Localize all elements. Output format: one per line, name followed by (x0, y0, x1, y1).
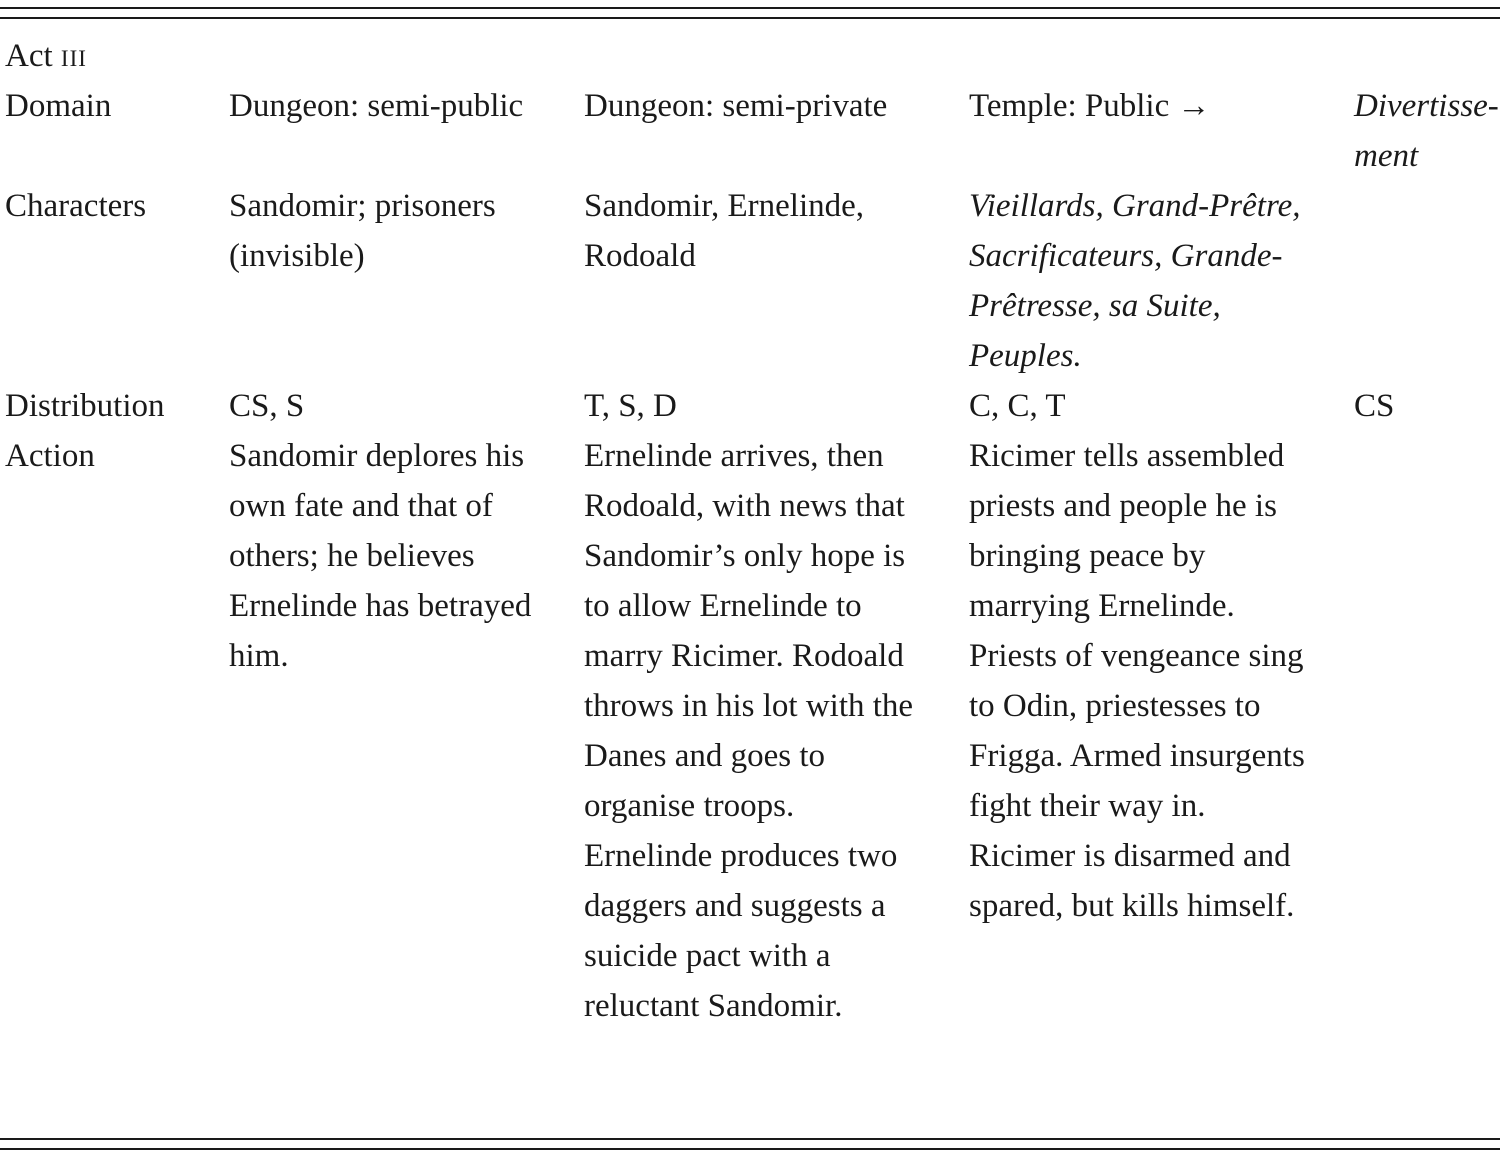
domain-cell-4: Divertisse-ment (1354, 88, 1499, 174)
characters-cell-3: Vieillards, Grand-Prêtre, Sacrificateurs, Grande-Prêtresse, sa Suite, Peuples. (969, 188, 1301, 374)
table-row-distribution (5, 381, 1500, 431)
domain-cell-2: Dungeon: semi-private (584, 88, 888, 124)
distribution-cell-4: CS (1354, 388, 1395, 424)
characters-cell-1: Sandomir; prisoners (invisible) (229, 188, 496, 274)
characters-cell-4 (1354, 181, 1500, 381)
act-heading-row (5, 31, 1500, 81)
table-row-domain (5, 81, 1500, 181)
distribution-cell-1: CS, S (229, 388, 305, 424)
row-label-distribution: Distribution (5, 388, 165, 424)
bottom-rule-inner (0, 1138, 1500, 1140)
action-cell-4 (1354, 431, 1500, 1031)
action-cell-1: Sandomir deplores his own fate and that of others; he believes Ernelinde has betrayed him. (229, 438, 532, 674)
top-rule-outer (0, 7, 1500, 9)
table-row-action (5, 431, 1500, 1031)
action-cell-3: Ricimer tells assembled priests and people he is bringing peace by marrying Ernelinde. Priests of vengeance sing to Odin, priestesses to Frigga. Armed insurgents fight their way in. Ricimer is disarmed and spared, but kills himself. (969, 438, 1305, 924)
act-word: Act (5, 38, 53, 74)
domain-cell-3: Temple: Public → (969, 88, 1211, 124)
act-heading (5, 31, 1500, 81)
top-rule-inner (0, 17, 1500, 19)
row-label-action: Action (5, 438, 95, 474)
action-cell-2: Ernelinde arrives, then Rodoald, with news that Sandomir’s only hope is to allow Ernelinde to marry Ricimer. Rodoald throws in his lot with the Danes and goes to organise troops. Ernelinde produces two daggers and suggests a suicide pact with a reluctant Sandomir. (584, 438, 914, 1024)
characters-cell-2: Sandomir, Ernelinde, Rodoald (584, 188, 865, 274)
act-numeral: iii (60, 38, 87, 74)
distribution-cell-3: C, C, T (969, 388, 1066, 424)
bottom-rule-outer (0, 1148, 1500, 1150)
domain-cell-1: Dungeon: semi-public (229, 88, 524, 124)
distribution-cell-2: T, S, D (584, 388, 677, 424)
row-label-characters: Characters (5, 188, 147, 224)
table-row-characters (5, 181, 1500, 381)
act-synopsis-table (5, 31, 1500, 1031)
row-label-domain: Domain (5, 88, 112, 124)
